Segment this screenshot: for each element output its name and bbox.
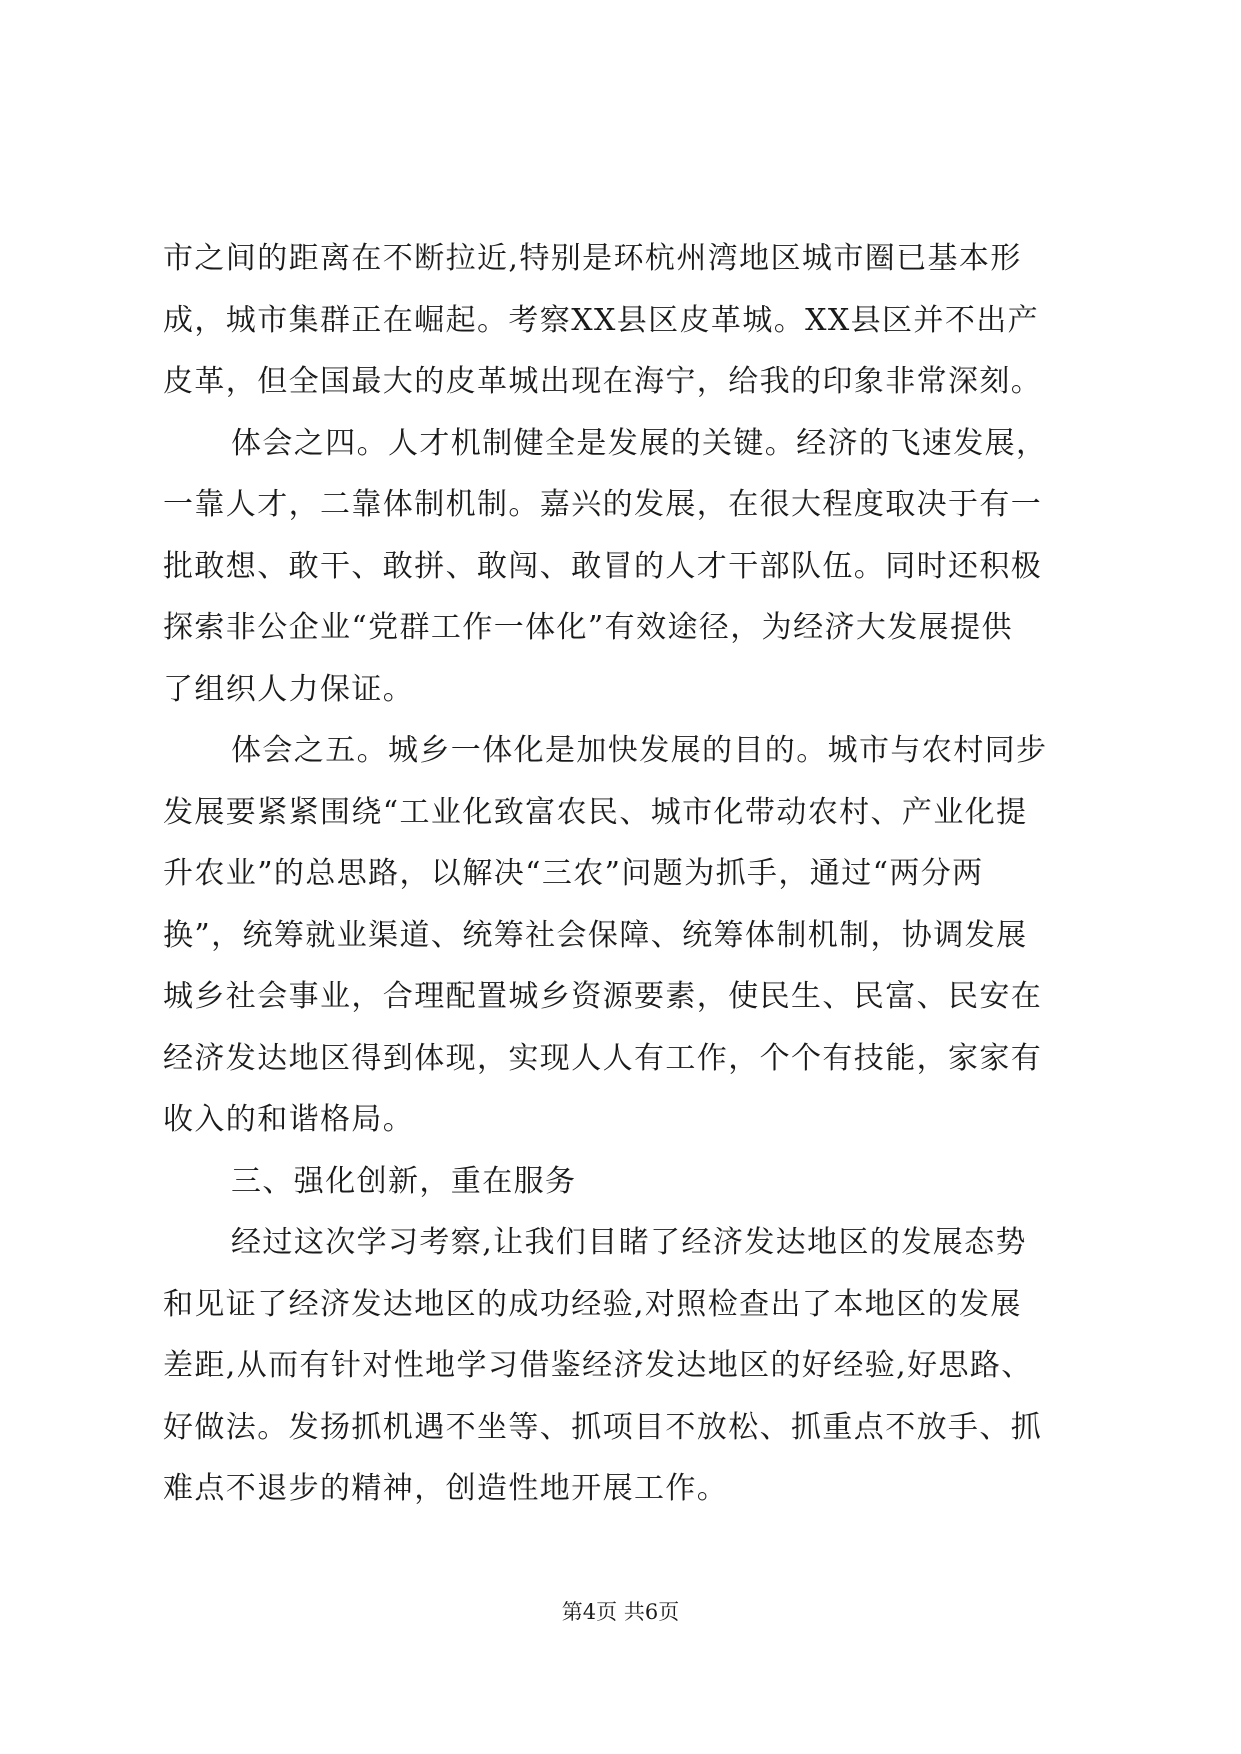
text-line: 差距,从而有针对性地学习借鉴经济发达地区的好经验,好思路、 [163,1348,1033,1383]
text-line: 探索非公企业“党群工作一体化”有效途径，为经济大发展提供 [163,610,1013,645]
text-line: 升农业”的总思路，以解决“三农”问题为抓手，通过“两分两 [163,856,984,891]
text-line: 批敢想、敢干、敢拼、敢闯、敢冒的人才干部队伍。同时还积极 [163,548,1043,584]
text-line: 收入的和谐格局。 [163,1102,415,1137]
paragraph-start-line: 体会之五。城乡一体化是加快发展的目的。城市与农村同步 [231,733,1048,768]
text-line: 换”，统筹就业渠道、统筹社会保障、统筹体制机制，协调发展 [163,917,1028,953]
text-line: 好做法。发扬抓机遇不坐等、抓项目不放松、抓重点不放手、抓 [163,1409,1043,1445]
text-line: 了组织人力保证。 [163,671,415,707]
text-line: 和见证了经济发达地区的成功经验,对照检查出了本地区的发展 [163,1286,1022,1322]
page-number-footer: 第4页 共6页 [561,1600,680,1624]
document-body [163,228,1083,1520]
section-heading: 三、强化创新，重在服务 [231,1163,577,1199]
text-line: 成，城市集群正在崛起。考察XX县区皮革城。XX县区并不出产 [163,302,1040,338]
text-line: 经济发达地区得到体现，实现人人有工作，个个有技能，家家有 [163,1040,1043,1076]
text-line: 一靠人才，二靠体制机制。嘉兴的发展，在很大程度取决于有一 [163,487,1043,522]
text-line: 皮革，但全国最大的皮革城出现在海宁，给我的印象非常深刻。 [163,364,1043,399]
text-line: 市之间的距离在不断拉近,特别是环杭州湾地区城市圈已基本形 [163,241,1022,276]
text-line: 难点不退步的精神，创造性地开展工作。 [163,1471,729,1506]
paragraph-start-line: 体会之四。人才机制健全是发展的关键。经济的飞速发展， [231,425,1048,461]
paragraph-start-line: 经过这次学习考察,让我们目睹了经济发达地区的发展态势 [231,1225,1027,1260]
text-line: 发展要紧紧围绕“工业化致富农民、城市化带动农村、产业化提 [163,794,1028,830]
text-line: 城乡社会事业，合理配置城乡资源要素，使民生、民富、民安在 [163,979,1043,1014]
